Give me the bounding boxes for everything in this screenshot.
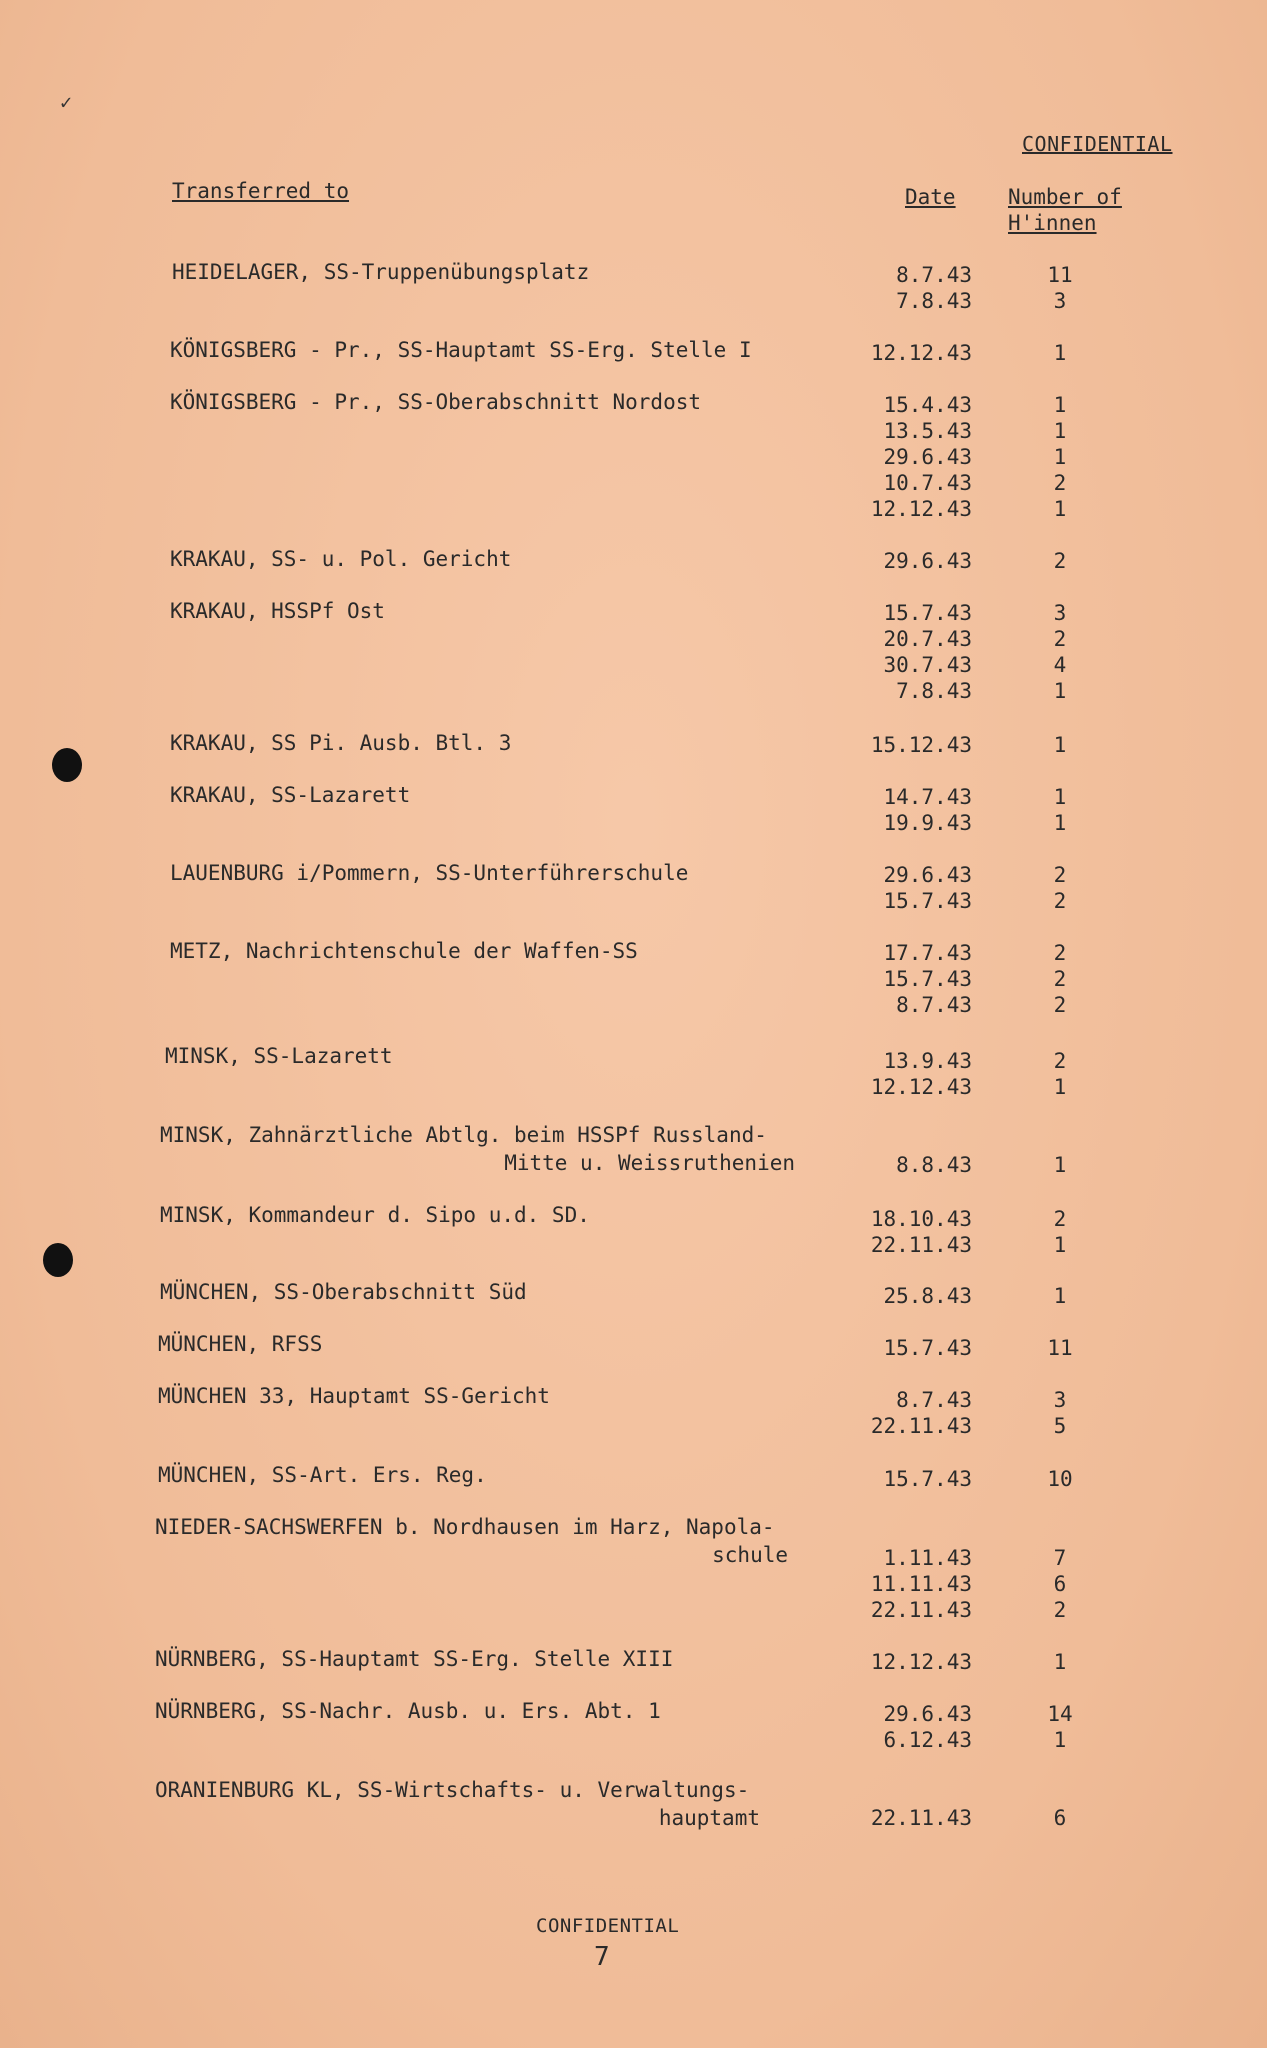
entry-destination xyxy=(170,729,511,757)
entry-date: 30.7.43 xyxy=(883,653,972,677)
entry-date: 13.5.43 xyxy=(883,419,972,443)
entry-date: 22.11.43 xyxy=(870,1598,972,1622)
entry-count: 1 xyxy=(1053,1728,1067,1752)
entry-date: 14.7.43 xyxy=(883,785,972,809)
entry-row xyxy=(820,1387,1240,1413)
entry-date: 29.6.43 xyxy=(883,445,972,469)
entry-row xyxy=(820,992,1240,1018)
entry-date: 11.11.43 xyxy=(870,1572,972,1596)
entry-date: 15.4.43 xyxy=(883,393,972,417)
entry-date: 7.8.43 xyxy=(896,289,972,313)
entry-destination xyxy=(158,1461,487,1489)
pencil-mark: ✓ xyxy=(60,90,73,114)
entry-destination xyxy=(170,781,410,809)
entry-destination xyxy=(155,1697,661,1725)
column-header-transferred: Transferred to xyxy=(172,179,350,203)
entry-date: 6.12.43 xyxy=(883,1728,972,1752)
entry-destination xyxy=(172,258,589,286)
entry-row xyxy=(820,940,1240,966)
entry-row xyxy=(820,1571,1240,1597)
entry-destination-line1: KRAKAU, HSSPf Ost xyxy=(170,599,385,623)
entry-count: 1 xyxy=(1053,419,1067,443)
entry-destination xyxy=(160,1201,590,1229)
entry-row xyxy=(820,1701,1240,1727)
entry-values xyxy=(820,392,1240,522)
entry-destination xyxy=(170,388,701,416)
entry-row xyxy=(820,1206,1240,1232)
entry-destination xyxy=(158,1330,322,1358)
entry-row xyxy=(820,496,1240,522)
entry-destination xyxy=(170,597,385,625)
entry-destination-line1: METZ, Nachrichtenschule der Waffen-SS xyxy=(170,939,638,963)
entry-count: 1 xyxy=(1053,497,1067,521)
entry-destination-line2: schule xyxy=(712,1543,788,1567)
entry-date: 8.7.43 xyxy=(896,993,972,1017)
entry-destination-line1: MINSK, SS-Lazarett xyxy=(165,1044,393,1068)
entry-date: 29.6.43 xyxy=(883,1702,972,1726)
entry-destination-line1: MÜNCHEN, SS-Oberabschnitt Süd xyxy=(160,1280,527,1304)
entry-count: 6 xyxy=(1053,1806,1067,1830)
entry-row xyxy=(820,600,1240,626)
entry-destination-line1: MINSK, Zahnärztliche Abtlg. beim HSSPf Russland- xyxy=(160,1123,767,1147)
entry-destination-line1: KRAKAU, SS Pi. Ausb. Btl. 3 xyxy=(170,731,512,755)
entry-values xyxy=(820,1206,1240,1258)
entry-row xyxy=(820,444,1240,470)
entry-date: 10.7.43 xyxy=(883,471,972,495)
entry-destination xyxy=(155,1776,749,1804)
entry-count: 11 xyxy=(1047,263,1073,287)
entry-row xyxy=(820,1466,1240,1492)
entry-destination-line1: NÜRNBERG, SS-Nachr. Ausb. u. Ers. Abt. 1 xyxy=(155,1699,661,1723)
entry-row xyxy=(820,966,1240,992)
entry-count: 2 xyxy=(1053,863,1067,887)
entry-row xyxy=(820,548,1240,574)
entry-count: 2 xyxy=(1053,941,1067,965)
entry-destination xyxy=(158,1382,550,1410)
entry-row xyxy=(820,626,1240,652)
entry-count: 1 xyxy=(1053,393,1067,417)
entry-date: 20.7.43 xyxy=(883,627,972,651)
entry-values xyxy=(820,548,1240,574)
entry-row xyxy=(820,1232,1240,1258)
entry-date: 22.11.43 xyxy=(870,1806,972,1830)
page-number: 7 xyxy=(594,1942,610,1972)
entry-destination xyxy=(170,859,688,887)
column-header-number-line1: Number of xyxy=(1008,185,1122,209)
entry-date: 18.10.43 xyxy=(870,1207,972,1231)
entry-date: 19.9.43 xyxy=(883,811,972,835)
entry-count: 2 xyxy=(1053,1598,1067,1622)
entry-row xyxy=(820,1152,1240,1178)
entry-date: 15.7.43 xyxy=(883,967,972,991)
entry-row xyxy=(820,470,1240,496)
entry-destination-line2: hauptamt xyxy=(658,1806,760,1830)
entry-date: 12.12.43 xyxy=(870,341,972,365)
entry-destination-line1: KRAKAU, SS-Lazarett xyxy=(170,783,411,807)
entry-row xyxy=(820,862,1240,888)
entry-row xyxy=(820,1649,1240,1675)
entry-values xyxy=(820,940,1240,1018)
entry-count: 1 xyxy=(1053,1233,1067,1257)
entry-row xyxy=(820,678,1240,704)
entry-count: 2 xyxy=(1053,1049,1067,1073)
entry-destination-line1: MÜNCHEN, SS-Art. Ers. Reg. xyxy=(158,1463,487,1487)
entry-destination-line1: KÖNIGSBERG - Pr., SS-Oberabschnitt Nordost xyxy=(170,390,702,414)
entry-values xyxy=(820,784,1240,836)
entry-destination-line1: NIEDER-SACHSWERFEN b. Nordhausen im Harz, Napola- xyxy=(155,1515,775,1539)
entry-date: 29.6.43 xyxy=(883,863,972,887)
entry-values xyxy=(820,1805,1240,1831)
entry-row xyxy=(820,1335,1240,1361)
entry-date: 15.12.43 xyxy=(870,733,972,757)
entry-count: 1 xyxy=(1053,445,1067,469)
entry-destination xyxy=(170,937,638,965)
entry-row xyxy=(820,1074,1240,1100)
entry-row xyxy=(820,732,1240,758)
entry-count: 6 xyxy=(1053,1572,1067,1596)
entry-count: 2 xyxy=(1053,993,1067,1017)
entry-row xyxy=(820,392,1240,418)
entry-destination xyxy=(160,1278,527,1306)
entry-count: 1 xyxy=(1053,811,1067,835)
entry-count: 1 xyxy=(1053,679,1067,703)
entry-values xyxy=(820,1701,1240,1753)
entry-count: 2 xyxy=(1053,967,1067,991)
entry-values xyxy=(820,1048,1240,1100)
entry-destination-line2: Mitte u. Weissruthenien xyxy=(504,1151,795,1175)
entry-count: 4 xyxy=(1053,653,1067,677)
entry-date: 8.8.43 xyxy=(896,1153,972,1177)
entry-count: 2 xyxy=(1053,889,1067,913)
entry-row xyxy=(820,1413,1240,1439)
entry-count: 10 xyxy=(1047,1467,1073,1491)
entry-values xyxy=(820,1283,1240,1309)
entry-date: 8.7.43 xyxy=(896,263,972,287)
entry-destination xyxy=(165,1042,393,1070)
entry-destination xyxy=(155,1645,673,1673)
entry-destination-line1: HEIDELAGER, SS-Truppenübungsplatz xyxy=(172,260,590,284)
entry-date: 25.8.43 xyxy=(883,1284,972,1308)
entry-destination-line1: MÜNCHEN 33, Hauptamt SS-Gericht xyxy=(158,1384,550,1408)
entry-date: 7.8.43 xyxy=(896,679,972,703)
entry-values xyxy=(820,340,1240,366)
entry-destination-line1: KÖNIGSBERG - Pr., SS-Hauptamt SS-Erg. Stelle I xyxy=(170,338,752,362)
entry-count: 2 xyxy=(1053,549,1067,573)
entry-destination-line1: KRAKAU, SS- u. Pol. Gericht xyxy=(170,547,512,571)
entry-date: 12.12.43 xyxy=(870,497,972,521)
entry-count: 1 xyxy=(1053,1075,1067,1099)
entry-row xyxy=(820,810,1240,836)
entry-date: 12.12.43 xyxy=(870,1650,972,1674)
entry-date: 1.11.43 xyxy=(883,1546,972,1570)
entry-values xyxy=(820,1649,1240,1675)
entry-count: 14 xyxy=(1047,1702,1073,1726)
entry-row xyxy=(820,1283,1240,1309)
entry-row xyxy=(820,1048,1240,1074)
entry-date: 13.9.43 xyxy=(883,1049,972,1073)
entry-count: 1 xyxy=(1053,1153,1067,1177)
entry-values xyxy=(820,732,1240,758)
confidential-stamp-bottom: CONFIDENTIAL xyxy=(536,1915,680,1937)
entry-destination xyxy=(170,545,511,573)
entry-destination-line1: MINSK, Kommandeur d. Sipo u.d. SD. xyxy=(160,1203,590,1227)
entry-date: 22.11.43 xyxy=(870,1414,972,1438)
entry-date: 29.6.43 xyxy=(883,549,972,573)
entry-row xyxy=(820,1545,1240,1571)
entry-count: 1 xyxy=(1053,1284,1067,1308)
entry-row xyxy=(820,784,1240,810)
entry-date: 12.12.43 xyxy=(870,1075,972,1099)
entry-date: 22.11.43 xyxy=(870,1233,972,1257)
entry-date: 15.7.43 xyxy=(883,601,972,625)
entry-count: 5 xyxy=(1053,1414,1067,1438)
entry-values xyxy=(820,600,1240,704)
entry-count: 1 xyxy=(1053,341,1067,365)
confidential-stamp-top: CONFIDENTIAL xyxy=(1022,132,1173,156)
entry-values xyxy=(820,862,1240,914)
entry-count: 3 xyxy=(1053,601,1067,625)
entry-count: 7 xyxy=(1053,1546,1067,1570)
column-header-date: Date xyxy=(905,185,956,209)
entry-count: 2 xyxy=(1053,1207,1067,1231)
entry-row xyxy=(820,418,1240,444)
entry-values xyxy=(820,1335,1240,1361)
entry-destination xyxy=(170,336,752,364)
column-header-number-line2: H'innen xyxy=(1008,211,1097,235)
entry-count: 3 xyxy=(1053,1388,1067,1412)
entry-destination-line1: LAUENBURG i/Pommern, SS-Unterführerschule xyxy=(170,861,689,885)
entry-date: 8.7.43 xyxy=(896,1388,972,1412)
entry-date: 15.7.43 xyxy=(883,889,972,913)
entry-date: 15.7.43 xyxy=(883,1467,972,1491)
entry-count: 2 xyxy=(1053,627,1067,651)
entry-row xyxy=(820,1727,1240,1753)
entry-destination xyxy=(160,1121,767,1149)
entry-values xyxy=(820,262,1240,314)
entry-date: 15.7.43 xyxy=(883,1336,972,1360)
entry-count: 1 xyxy=(1053,733,1067,757)
entry-count: 3 xyxy=(1053,289,1067,313)
entry-count: 1 xyxy=(1053,1650,1067,1674)
entry-destination-line1: NÜRNBERG, SS-Hauptamt SS-Erg. Stelle XIII xyxy=(155,1647,674,1671)
entry-row xyxy=(820,1597,1240,1623)
entry-destination-line1: ORANIENBURG KL, SS-Wirtschafts- u. Verwaltungs- xyxy=(155,1778,750,1802)
entry-values xyxy=(820,1545,1240,1623)
entry-destination xyxy=(155,1513,775,1541)
entry-row xyxy=(820,652,1240,678)
entry-row xyxy=(820,888,1240,914)
entry-values xyxy=(820,1466,1240,1492)
entry-values xyxy=(820,1387,1240,1439)
entry-row xyxy=(820,288,1240,314)
entry-count: 1 xyxy=(1053,785,1067,809)
entry-values xyxy=(820,1152,1240,1178)
entry-row xyxy=(820,1805,1240,1831)
entry-date: 17.7.43 xyxy=(883,941,972,965)
entry-row xyxy=(820,340,1240,366)
entry-count: 2 xyxy=(1053,471,1067,495)
entry-count: 11 xyxy=(1047,1336,1073,1360)
entry-row xyxy=(820,262,1240,288)
entry-destination-line1: MÜNCHEN, RFSS xyxy=(158,1332,323,1356)
